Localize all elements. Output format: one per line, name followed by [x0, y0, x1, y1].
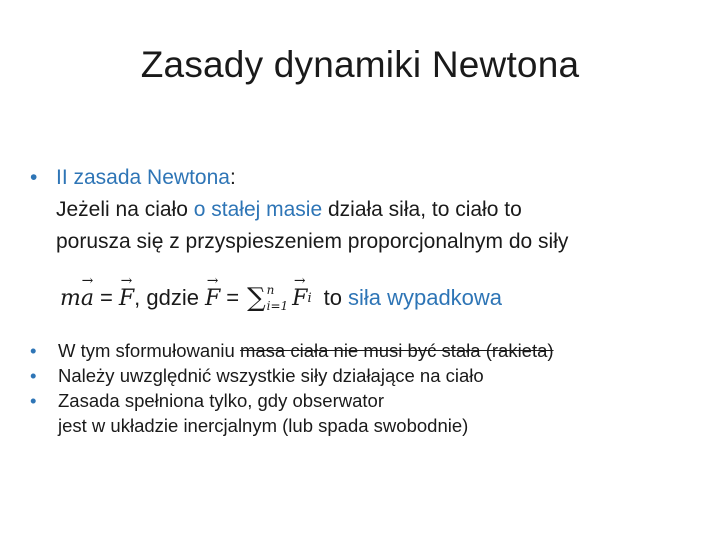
sum-lower-limit: i=1	[266, 299, 289, 313]
main-bullet	[30, 162, 700, 258]
statement-line-2: porusza się z przyspieszeniem proporcjonalnym do siły	[56, 230, 569, 253]
bullet-text: W tym sformułowaniu	[58, 340, 240, 361]
secondary-bullets	[30, 338, 700, 438]
statement-part-b: działa siła, to ciało to	[322, 198, 522, 221]
force-index: i	[307, 290, 312, 306]
acceleration-vector: → a	[81, 286, 94, 311]
constant-mass-highlight: o stałej masie	[193, 198, 323, 221]
force-vector: → F	[119, 286, 134, 311]
law-label: II zasada Newtona	[56, 166, 230, 189]
bullet-dot: •	[30, 365, 37, 386]
law-colon: :	[229, 166, 236, 189]
statement-part-a: Jeżeli na ciało	[56, 198, 194, 221]
newton-formula	[60, 276, 502, 320]
equals-sign: =	[100, 285, 113, 310]
bullet-dot: •	[30, 340, 37, 361]
list-item	[30, 388, 700, 438]
list-item	[30, 363, 700, 388]
sum-limits	[267, 284, 289, 312]
equals-sign-2: =	[226, 285, 240, 310]
list-item	[30, 338, 700, 363]
bullet-text-line-2: jest w układzie inercjalnym (lub spada swobodnie)	[58, 415, 469, 436]
resultant-force-label: siła wypadkowa	[347, 285, 503, 310]
sum-symbol: ∑	[247, 283, 266, 313]
mass-symbol: m	[60, 285, 81, 311]
struck-text: masa ciała nie musi być stała (rakieta)	[239, 340, 554, 361]
main-bullet-text	[56, 162, 700, 258]
slide-title: Zasady dynamiki Newtona	[140, 44, 580, 85]
where-text: , gdzie	[134, 285, 199, 310]
bullet-dot: •	[30, 166, 38, 189]
bullet-text-line-1: Zasada spełniona tylko, gdy obserwator	[58, 390, 384, 411]
sum-upper-limit: n	[266, 283, 275, 297]
component-force-vector: → F	[292, 286, 307, 311]
to-text: to	[323, 285, 342, 310]
bullet-dot: •	[30, 390, 37, 411]
bullet-text: Należy uwzględnić wszystkie siły działające na ciało	[58, 365, 484, 386]
resultant-force-vector: → F	[205, 286, 220, 311]
